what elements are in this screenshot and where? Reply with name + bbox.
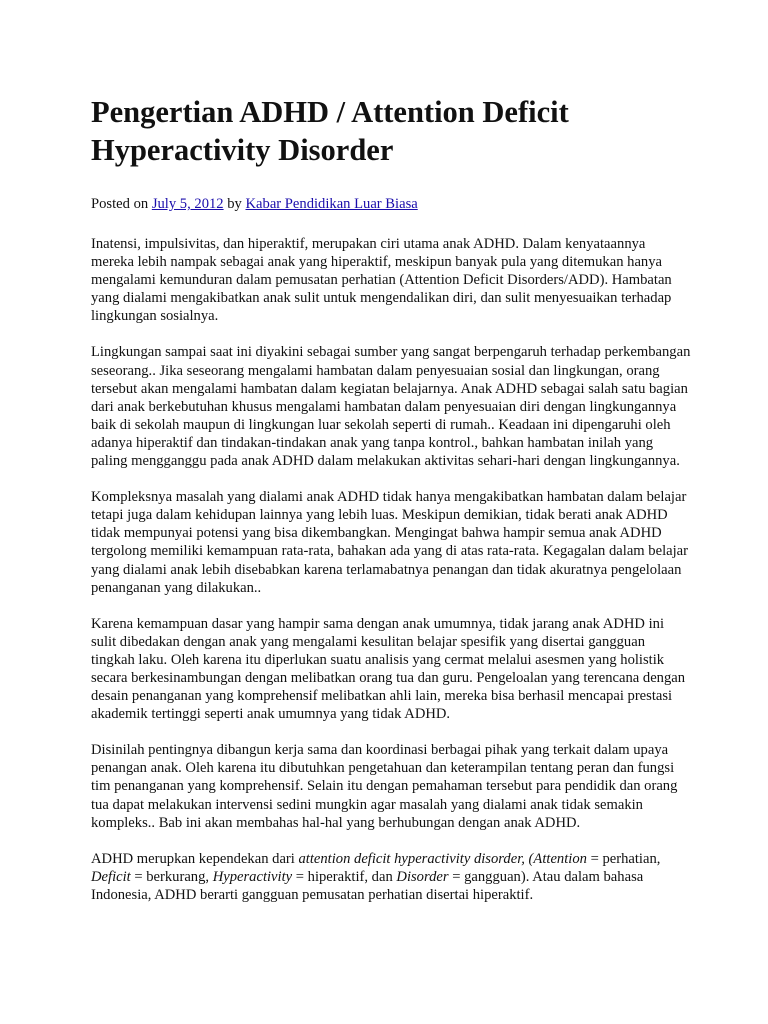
post-date-link[interactable]: July 5, 2012 (151, 196, 224, 212)
paragraph-5: Disinilah pentingnya dibangun kerja sama dan koordinasi berbagai pihak yang terkait dalam upaya penangan anak. Oleh karena itu dibutuhkan pengetahuan dan keterampilan tentang peran dan fungsi tim penanganan yang komprehensif. Selain itu dengan pemahaman tersebut para pendidik dan orang tua dapat melakukan intervensi sedini mungkin agar masalah yang dialami anak tidak semakin kompleks.. Bab ini akan membahas hal-hal yang berhubungan dengan anak ADHD. (91, 742, 678, 831)
definition-text-4: = hiperaktif, dan (292, 868, 397, 885)
definition-text-3: = berkurang, (130, 868, 213, 885)
author-link[interactable]: Kabar Pendidikan Luar Biasa (245, 196, 418, 212)
definition-term-disorder: Disorder (396, 868, 449, 885)
article (91, 93, 691, 904)
definition-text-1: ADHD merupkan kependekan dari (91, 850, 299, 867)
article-title: Pengertian ADHD / Attention Deficit Hyperactivity Disorder (91, 95, 569, 167)
posted-on-label: Posted on (91, 196, 149, 212)
definition-term-full: attention deficit hyperactivity disorder, (Attention (298, 850, 587, 867)
paragraph-3: Kompleksnya masalah yang dialami anak ADHD tidak hanya mengakibatkan hambatan dalam belajar tetapi juga dalam kehidupan lainnya yang lebih luas. Meskipun demikian, tidak berati anak ADHD tidak mempunyai potensi yang bisa dikembangkan. Mengingat bahwa hampir semua anak ADHD tergolong memiliki kemampuan rata-rata, bahakan ada yang di atas rata-rata. Kegagalan dalam belajar yang dialami anak lebih disebabkan karena terlamabatnya penangan dan tidak akuratnya pengelolaan penanganan yang dilakukan.. (91, 489, 688, 596)
definition-text-2: = perhatian, (586, 850, 661, 867)
by-label: by (227, 196, 242, 212)
paragraph-1: Inatensi, impulsivitas, dan hiperaktif, merupakan ciri utama anak ADHD. Dalam kenyataannya mereka lebih nampak sebagai anak yang hiperaktif, meskipun banyak pula yang ditemukan hanya mengalami kemunduran dalam pemusatan perhatian (Attention Deficit Disorders/ADD). Hambatan yang dialami mengakibatkan anak sulit untuk mengendalikan diri, dan sulit menyesuaikan terhadap lingkungan sosialnya. (91, 236, 672, 325)
definition-term-hyperactivity: Hyperactivity (212, 868, 293, 885)
definition-term-deficit: Deficit (91, 868, 131, 885)
post-meta (91, 195, 691, 213)
definition-text-5: = gangguan). Atau dalam bahasa Indonesia, ADHD berarti gangguan pemusatan perhatian disertai hiperaktif. (91, 868, 644, 903)
paragraph-2: Lingkungan sampai saat ini diyakini sebagai sumber yang sangat berpengaruh terhadap perkembangan seseorang.. Jika seseorang mengalami hambatan dalam penyesuaian sosial dan lingkungan, orang tersebut akan mengalami hambatan dalam kegiatan belajarnya. Anak ADHD sebagai salah satu bagian dari anak berkebutuhan khusus mengalami hambatan dalam penyesuaian diri dengan lingkungannya baik di sekolah maupun di lingkungan luar sekolah seperti di rumah.. Keadaan ini dipengaruhi oleh adanya hiperaktif dan tindakan-tindakan anak yang tanpa kontrol., bahkan hambatan inilah yang paling mengganggu pada anak ADHD dalam melakukan aktivitas sehari-hari dengan lingkungannya. (91, 344, 691, 470)
paragraph-4: Karena kemampuan dasar yang hampir sama dengan anak umumnya, tidak jarang anak ADHD ini sulit dibedakan dengan anak yang mengalami kesulitan belajar spesifik yang disertai gangguan tingkah laku. Oleh karena itu diperlukan suatu analisis yang cermat melalui asesmen yang holistik secara berkesinambungan dengan melibatkan orang tua dan guru. Pengeloalan yang terencana dengan desain penanganan yang komprehensif melibatkan ahli lain, mereka bisa berhasil mencapai prestasi akademik tertinggi seperti anak umumnya yang tidak ADHD. (91, 615, 686, 723)
paragraph-definition (91, 850, 691, 904)
